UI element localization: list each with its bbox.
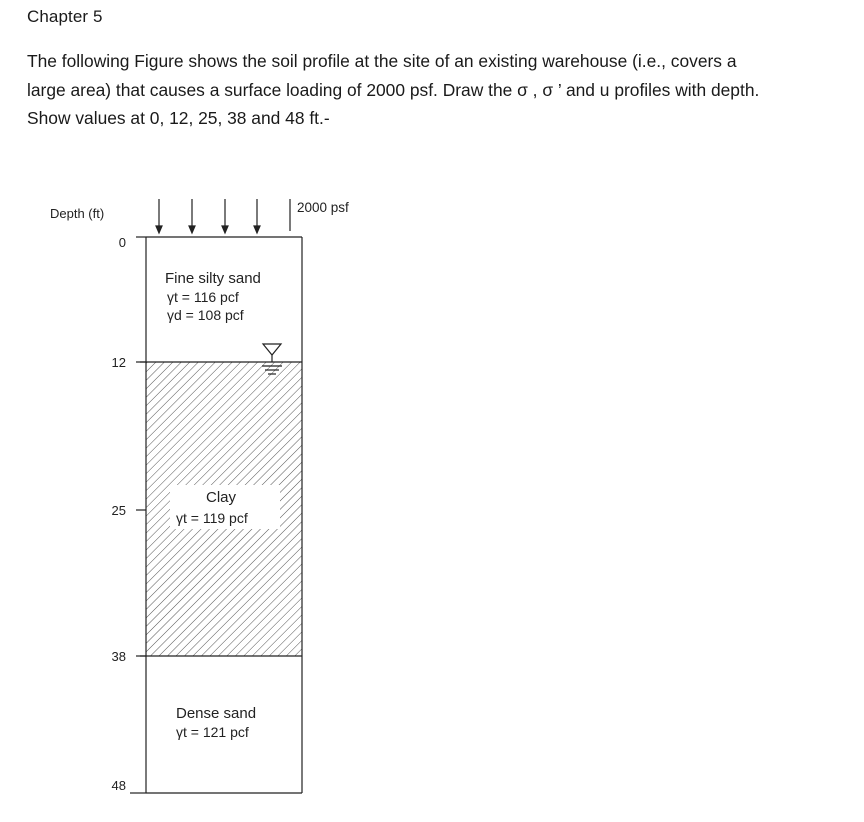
layer-1-name: Fine silty sand — [165, 270, 261, 287]
depth-tick-38: 38 — [111, 649, 126, 664]
layer-2-prop-1: γt = 119 pcf — [176, 510, 248, 526]
water-table-icon — [262, 344, 282, 374]
down-arrow-icon — [156, 199, 162, 233]
depth-tick-0: 0 — [118, 235, 126, 250]
layer-3-name: Dense sand — [176, 705, 257, 722]
depth-axis-label: Depth (ft) — [50, 206, 105, 221]
surface-load-arrows — [156, 199, 290, 233]
down-arrow-icon — [189, 199, 195, 233]
depth-tick-25: 25 — [111, 503, 126, 518]
layer-3-prop-1: γt = 121 pcf — [176, 724, 249, 740]
depth-tick-12: 12 — [111, 355, 126, 370]
down-arrow-icon — [254, 199, 260, 233]
layer-1-prop-1: γt = 116 pcf — [167, 289, 239, 305]
down-arrow-icon — [222, 199, 228, 233]
layer-2-name: Clay — [206, 489, 237, 506]
problem-line-1: The following Figure shows the soil profile at the site of an existing warehouse (i.e., covers a — [27, 51, 737, 71]
layer-1-prop-2: γd = 108 pcf — [167, 307, 244, 323]
problem-line-2: large area) that causes a surface loading of 2000 psf. Draw the σ , σ ’ and u profiles with depth. — [27, 79, 760, 100]
problem-line-3: Show values at 0, 12, 25, 38 and 48 ft.- — [27, 108, 330, 128]
surface-load-label: 2000 psf — [297, 200, 349, 215]
depth-tick-48: 48 — [111, 778, 126, 793]
chapter-heading: Chapter 5 — [27, 7, 103, 26]
